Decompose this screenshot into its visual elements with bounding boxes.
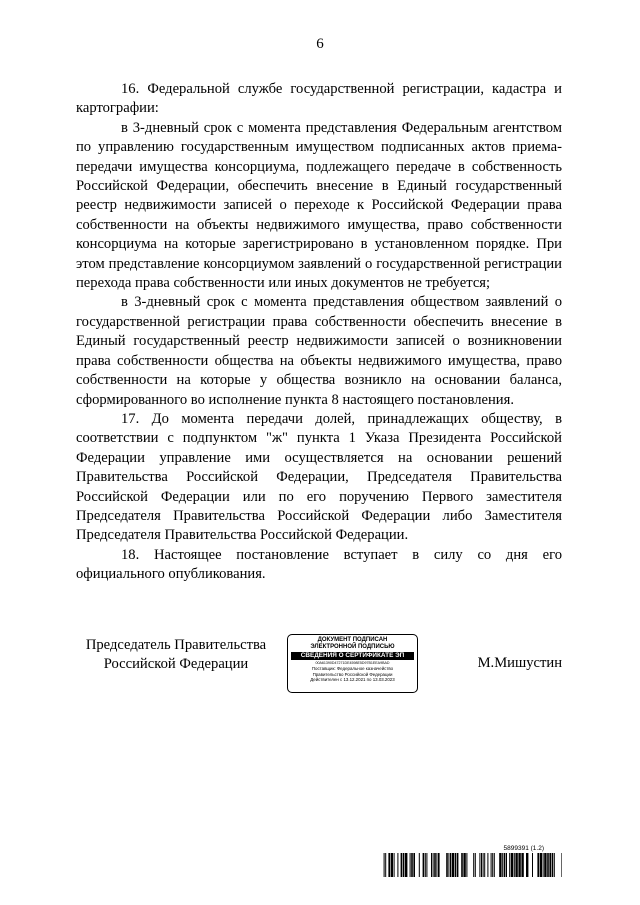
signatory-name: М.Мишустин (477, 655, 562, 671)
barcode-bar (388, 853, 390, 877)
barcode-bar (537, 853, 539, 877)
barcode-bar (561, 853, 562, 877)
barcode-bar (509, 853, 510, 877)
barcode-bar (431, 853, 432, 877)
barcode-bar (475, 853, 476, 877)
barcode-bar (461, 853, 463, 877)
barcode-bar (426, 853, 427, 877)
barcode-bar (403, 853, 405, 877)
barcode-bar (438, 853, 440, 877)
barcode-bar (436, 853, 437, 877)
signature-block (0, 634, 640, 694)
barcode-bar (385, 853, 386, 877)
barcode-bar (484, 853, 485, 877)
barcode-bar (391, 853, 393, 877)
barcode-bar (483, 853, 484, 877)
barcode-image (382, 853, 562, 877)
barcode-bar (526, 853, 528, 877)
barcode-bar (547, 853, 549, 877)
barcode-bar (479, 853, 480, 877)
barcode-bar (514, 853, 515, 877)
barcode-bar (481, 853, 482, 877)
paragraph-16-item-2: в 3-дневный срок с момента представления обществом заявлений о государственной регистрации права собственности обеспечить внесение в Единый государственный реестр недвижимости записей о возникновении права собственности общества на объекты недвижимого имущества, право собственности на которые у общества возникло на основании баланса, сформированного во исполнение пункта 8 настоящего постановления. (76, 294, 562, 408)
barcode-bar (384, 853, 385, 877)
barcode-bar (518, 853, 520, 877)
stamp-line2: ЭЛЕКТРОННОЙ ПОДПИСЬЮ (310, 644, 395, 650)
stamp-serial: 00A61390D47271DE4598E5D97B1EEA9BAD (315, 661, 390, 665)
document-code: 5899391 (1.2) (503, 845, 544, 852)
barcode-bar (450, 853, 451, 877)
barcode-bar (405, 853, 407, 877)
barcode-bar (494, 853, 495, 877)
barcode-bar (504, 853, 506, 877)
barcode-bar (473, 853, 474, 877)
barcode-bar (455, 853, 457, 877)
signatory-position (76, 636, 276, 674)
barcode-bar (487, 853, 488, 877)
barcode-bar (491, 853, 492, 877)
barcode-bar (515, 853, 517, 877)
document-body (76, 80, 562, 585)
barcode-bar (410, 853, 411, 877)
barcode-bar (532, 853, 533, 877)
barcode-bar (549, 853, 551, 877)
barcode-bar (502, 853, 503, 877)
paragraph-16-item-1: в 3-дневный срок с момента представления Федеральным агентством по управлению государственным имуществом подписанных актов приема-передачи имущества консорциума, подлежащего передаче в собственность Российской Федерации, обеспечить внесение в Единый государственный реестр недвижимости записей о переходе к Российской Федерации права собственности на объекты недвижимого имущества, право собственности консорциума на которые зарегистрировано в установленном порядке. При этом представление консорциумом заявлений о государственной регистрации перехода права собственности или иных документов не требуется; (76, 119, 562, 292)
barcode-bar (506, 853, 507, 877)
barcode-bar (457, 853, 459, 877)
barcode-bar (466, 853, 467, 877)
barcode-bar (394, 853, 395, 877)
barcode-bar (448, 853, 449, 877)
stamp-header: СВЕДЕНИЯ О СЕРТИФИКАТЕ ЭП (291, 652, 414, 660)
paragraph-17: 17. До момента передачи долей, принадлежащих обществу, в соответствии с подпунктом "ж" пункта 1 Указа Президента Российской Федерации управление ими осуществляется на основании решений Правительства Российской Федерации, Председателя Правительства Российской Федерации или по его поручению Первого заместителя Председателя Правительства Российской Федерации либо Заместителя Председателя Правительства Российской Федерации. (76, 410, 562, 544)
barcode-bar (544, 853, 546, 877)
barcode-bar (552, 853, 554, 877)
stamp-issuer-line2: Правительство Российской Федерации (312, 671, 393, 677)
barcode-bar (423, 853, 425, 877)
barcode-bar (521, 853, 523, 877)
barcode-bar (511, 853, 513, 877)
barcode-bar (433, 853, 434, 877)
barcode-bar (411, 853, 413, 877)
barcode-bar (401, 853, 403, 877)
barcode-bar (540, 853, 542, 877)
barcode-bar (452, 853, 454, 877)
barcode-bar (543, 853, 544, 877)
barcode-bar (492, 853, 493, 877)
barcode-bar (463, 853, 465, 877)
paragraph-18: 18. Настоящее постановление вступает в силу со дня его официального опубликования. (76, 546, 562, 583)
signatory-position-line2: Российской Федерации (103, 656, 249, 672)
barcode-bar (413, 853, 415, 877)
electronic-signature-stamp (287, 634, 418, 693)
barcode-bar (446, 853, 448, 877)
stamp-line1: ДОКУМЕНТ ПОДПИСАН (317, 637, 388, 643)
paragraph-16: 16. Федеральной службе государственной регистрации, кадастра и картографии: (76, 81, 562, 117)
barcode-bar (434, 853, 436, 877)
barcode-bar (554, 853, 555, 877)
signatory-position-line1: Председатель Правительства (85, 637, 267, 653)
barcode-bar (425, 853, 426, 877)
barcode-bar (397, 853, 398, 877)
stamp-issuer-line1: Поставщик: Федеральное казначейство (311, 666, 394, 671)
stamp-validity: Действителен с 13.12.2021 по 13.03.2023 (310, 677, 395, 683)
page-number: 6 (316, 36, 324, 52)
barcode-bar (499, 853, 501, 877)
barcode-bar (419, 853, 420, 877)
